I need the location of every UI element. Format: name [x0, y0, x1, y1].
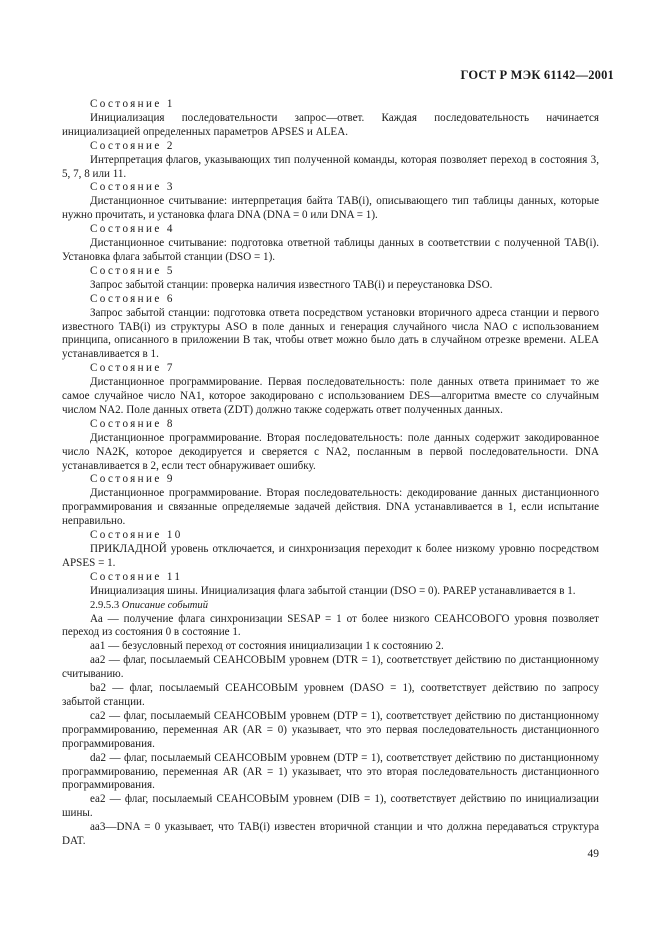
- state-description: Инициализация шины. Инициализация флага забытой станции (DSO = 0). PAREP устанавливается в 1.: [90, 584, 576, 597]
- state-title: Состояние 10: [90, 529, 183, 542]
- state-description: Запрос забытой станции: подготовка ответа посредством установки вторичного адреса станции и первого известного TAB(i) из структуры ASO в поле данных и генерация случайного числа NAO с использованием принципа, описанного в приложении В так, чтобы ответ можно было дать в случайном отрезке времени. ALEA устанавливается в 1.: [62, 306, 599, 361]
- event-item: bа2 — флаг, посылаемый СЕАНСОВЫМ уровнем (DASO = 1), соответствует действию по запросу забытой станции.: [62, 682, 599, 708]
- state-title: Состояние 3: [90, 181, 175, 194]
- state-description: Интерпретация флагов, указывающих тип полученной команды, которая позволяет переход в состояния 3, 5, 7, 8 или 11.: [62, 153, 599, 180]
- state-description: Дистанционное программирование. Вторая последовательность: поле данных содержит закодированное число NA2K, которое декодируется и сверяется с NA2, посланным в первой последовательности. DNA устанавливается в 2, если тест обнаруживает ошибку.: [62, 431, 599, 472]
- event-item: Аа — получение флага синхронизации SESAP = 1 от более низкого СЕАНСОВОГО уровня позволяет переход из состояния 0 в состояние 1.: [62, 612, 599, 639]
- state-title: Состояние 1: [90, 98, 175, 110]
- state-description: ПРИКЛАДНОЙ уровень отключается, и синхронизация переходит к более низкому уровню посредством APSES = 1.: [62, 543, 599, 569]
- state-description: Запрос забытой станции: проверка наличия известного TAB(i) и переустановка DSO.: [90, 278, 493, 291]
- event-item: са2 — флаг, посылаемый СЕАНСОВЫМ уровнем (DTP = 1), соответствует действию по дистанционному программированию, переменная AR (AR = 0) указывает, что это первая последовательность дистанционного программирования.: [62, 709, 599, 750]
- state-title: Состояние 8: [90, 417, 175, 430]
- state-title: Состояние 7: [90, 362, 175, 375]
- state-description: Инициализация последовательности запрос—ответ. Каждая последовательность начинается инициализацией определенных параметров APSES и ALEA.: [62, 111, 599, 138]
- state-title: Состояние 9: [90, 473, 175, 486]
- state-description: Дистанционное программирование. Первая последовательность: поле данных ответа принимает то же самое случайное число NA1, которое закодировано с использованием DES—алгоритма вместе со случайным числом NA2. Поле данных ответа (ZDT) должно также содержать ответ полученных данных.: [62, 376, 599, 416]
- state-title: Состояние 6: [90, 292, 175, 305]
- section-heading: [62, 599, 599, 613]
- state-description: Дистанционное считывание: интерпретация байта TAB(i), описывающего тип таблицы данных, которые нужно прочитать, и установка флага DNA (DNA = 0 или DNA = 1).: [62, 195, 599, 222]
- state-title: Состояние 5: [90, 264, 175, 277]
- event-item: dа2 — флаг, посылаемый СЕАНСОВЫМ уровнем (DTP = 1), соответствует действию по дистанционному программированию, переменная AR (AR = 1) указывает, что это вторая последовательность дистанционного программирования.: [62, 751, 599, 792]
- event-item: аа3—DNA = 0 указывает, что TAB(i) известен вторичной станции и что должна передаваться структура DAT.: [62, 821, 599, 848]
- state-description: Дистанционное программирование. Вторая последовательность: декодирование данных дистанционного программирования и связанные определяемые задачей действия. DNA устанавливается в 1, если испытание неправильно.: [62, 487, 599, 528]
- document-body: [62, 98, 599, 849]
- state-description: Дистанционное считывание: подготовка ответной таблицы данных в соответствии с полученной TAB(i). Установка флага забытой станции (DSO = 1).: [62, 237, 599, 263]
- document-header: ГОСТ Р МЭК 61142—2001: [460, 68, 614, 82]
- event-item: аа1 — безусловный переход от состояния инициализации 1 к состоянию 2.: [90, 640, 444, 653]
- state-title: Состояние 2: [90, 139, 175, 152]
- event-item: аа2 — флаг, посылаемый СЕАНСОВЫМ уровнем (DTR = 1), соответствует действию по дистанционному считыванию.: [62, 654, 599, 681]
- state-title: Состояние 4: [90, 223, 175, 236]
- state-title: Состояние 11: [90, 570, 183, 583]
- event-item: еа2 — флаг, посылаемый СЕАНСОВЫМ уровнем (DIB = 1), соответствует действию по инициализации шины.: [62, 793, 599, 820]
- page-number: 49: [587, 848, 599, 860]
- section-title: Описание событий: [121, 599, 209, 611]
- section-number: 2.9.5.3: [90, 599, 120, 611]
